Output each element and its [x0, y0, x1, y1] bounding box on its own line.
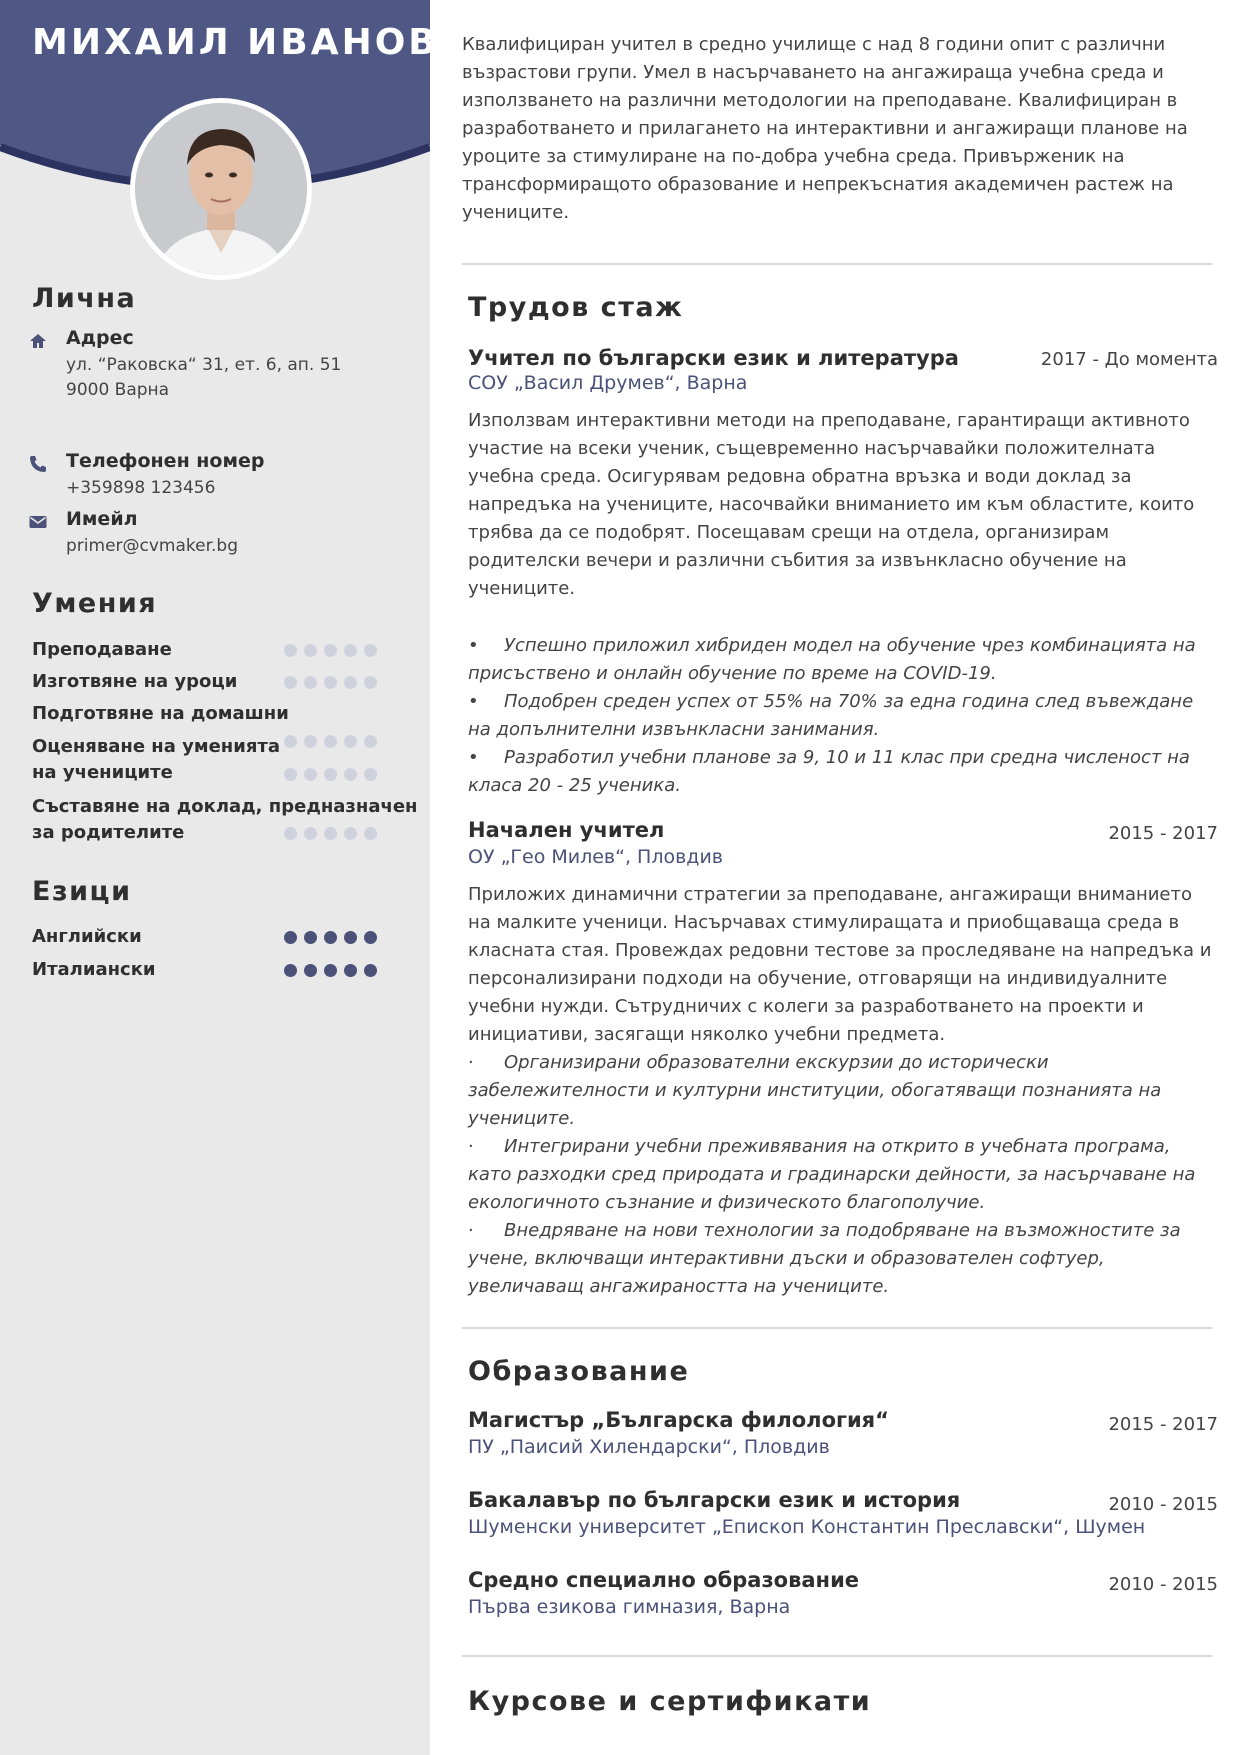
skill-name: Изготвяне на уроци: [32, 671, 238, 692]
job-description: Използвам интерактивни методи на преподаване, гарантиращи активното участие на всеки ученик, същевременно насърчавайки положителната учебна среда. Осигурявам редовна обратна връзка и води доклад за напредъка на учениците, насочвайки вниманието им към областите, които трябва да се подобрят. Посещавам срещи на отдела, организирам родителски вечери и различни събития за извънкласно обучение на учениците.: [468, 410, 1195, 599]
education-date: 2015 - 2017: [1108, 1414, 1218, 1435]
achievement-item: • Успешно приложил хибриден модел на обучение чрез комбинацията на присъствено и онлайн обучение по време на COVID-19.: [468, 635, 1196, 684]
sidebar: [0, 0, 439, 1755]
home-icon: [28, 331, 48, 351]
skill-name: Подготвяне на домашни: [32, 703, 289, 724]
divider: [462, 263, 1212, 265]
contact-label: Адрес: [66, 327, 134, 349]
job-achievements: [468, 632, 1216, 800]
skill-level: [284, 644, 377, 657]
language-level: [284, 964, 377, 977]
email-value: primer@cvmaker.bg: [66, 536, 239, 556]
skill-item: [32, 794, 427, 846]
education-date: 2010 - 2015: [1108, 1494, 1218, 1515]
skill-item: [32, 701, 427, 727]
achievement-item: · Интегрирани учебни преживявания на открито в учебната програма, като разходки сред природата и градинарски дейности, за насърчаване на екологичното съзнание и физическото благополучие.: [468, 1136, 1196, 1213]
languages-section-title: Езици: [32, 876, 132, 907]
phone-value: +359898 123456: [66, 478, 216, 498]
personal-section-title: Лична: [32, 283, 137, 314]
job-title: Начален учител: [468, 818, 665, 842]
education-date: 2010 - 2015: [1108, 1574, 1218, 1595]
skill-level: [284, 735, 377, 748]
job-date: 2017 - До момента: [1040, 349, 1218, 370]
skill-item: [32, 669, 427, 695]
profile-summary: Квалифициран учител в средно училище с над 8 години опит с различни възрастови групи. Умел в насърчаването на ангажираща учебна среда и използването на различни методологии на преподаване. Квалифициран в разработването и прилагането на интерактивни и ангажиращи планове на уроците за стимулиране на по-добра учебна среда. Привърженик на трансформиращото образование и непрекъснатия академичен растеж на учениците.: [462, 34, 1188, 223]
skill-level: [284, 676, 377, 689]
skill-name: Преподаване: [32, 639, 172, 660]
mail-icon: [28, 512, 48, 532]
courses-section-title: Курсове и сертификати: [468, 1686, 872, 1717]
contact-label: Телефонен номер: [66, 450, 265, 472]
education-section-title: Образование: [468, 1356, 690, 1387]
candidate-name: МИХАИЛ ИВАНОВ: [32, 22, 439, 63]
language-item: [32, 924, 427, 950]
education-degree: Бакалавър по български език и история: [468, 1488, 961, 1512]
skill-item: [32, 734, 292, 786]
phone-icon: [28, 454, 48, 474]
language-name: Италиански: [32, 959, 156, 980]
skill-name: Оценяване на уменията на учениците: [32, 736, 280, 783]
contact-label: Имейл: [66, 508, 138, 530]
achievement-item: • Подобрен среден успех от 55% на 70% за една година след въвеждане на допълнителни извънкласни занимания.: [468, 691, 1194, 740]
education-school: ПУ „Паисий Хилендарски“, Пловдив: [468, 1436, 830, 1458]
skill-name: Съставяне на доклад, предназначен за родителите: [32, 796, 418, 843]
job-organization: ОУ „Гео Милев“, Пловдив: [468, 846, 723, 868]
job-date: 2015 - 2017: [1108, 823, 1218, 844]
skill-level: [284, 827, 377, 840]
education-school: Първа езикова гимназия, Варна: [468, 1596, 791, 1618]
job-achievements: [468, 1049, 1216, 1301]
education-school: Шуменски университет „Епископ Константин Преславски“, Шумен: [468, 1516, 1146, 1538]
achievement-item: · Организирани образователни екскурзии до исторически забележителности и културни институции, обогатяващи познанията на учениците.: [468, 1052, 1162, 1129]
skill-item: [32, 637, 427, 663]
education-degree: Магистър „Българска филология“: [468, 1408, 889, 1432]
language-level: [284, 931, 377, 944]
profile-photo: [130, 98, 312, 280]
experience-section-title: Трудов стаж: [468, 292, 684, 323]
language-name: Английски: [32, 926, 142, 947]
address-line-1: ул. “Раковска“ 31, ет. 6, ап. 51: [66, 355, 342, 375]
job-title: Учител по български език и литература: [468, 346, 959, 370]
job-description: Приложих динамични стратегии за преподаване, ангажиращи вниманието на малките ученици. Насърчавах стимулиращата и приобщаваща среда в класната стая. Провеждах редовни тестове за проследяване на напредъка и персонализирани подходи на обучение, отговарящи на индивидуалните учебни нужди. Сътрудничих с колеги за разработването на проекти и инициативи, засягащи няколко учебни предмета.: [468, 884, 1212, 1045]
achievement-item: • Разработил учебни планове за 9, 10 и 11 клас при средна численост на класа 20 - 25 ученика.: [468, 747, 1190, 796]
language-item: [32, 957, 427, 983]
achievement-item: · Внедряване на нови технологии за подобряване на възможностите за учене, включващи интерактивни дъски и образователен софтуер, увеличаващ ангажираността на учениците.: [468, 1220, 1181, 1297]
divider: [462, 1655, 1212, 1657]
skills-section-title: Умения: [32, 588, 158, 619]
address-line-2: 9000 Варна: [66, 380, 170, 400]
divider: [462, 1327, 1212, 1329]
education-degree: Средно специално образование: [468, 1568, 860, 1592]
skill-level: [284, 768, 377, 781]
job-organization: СОУ „Васил Друмев“, Варна: [468, 372, 748, 394]
